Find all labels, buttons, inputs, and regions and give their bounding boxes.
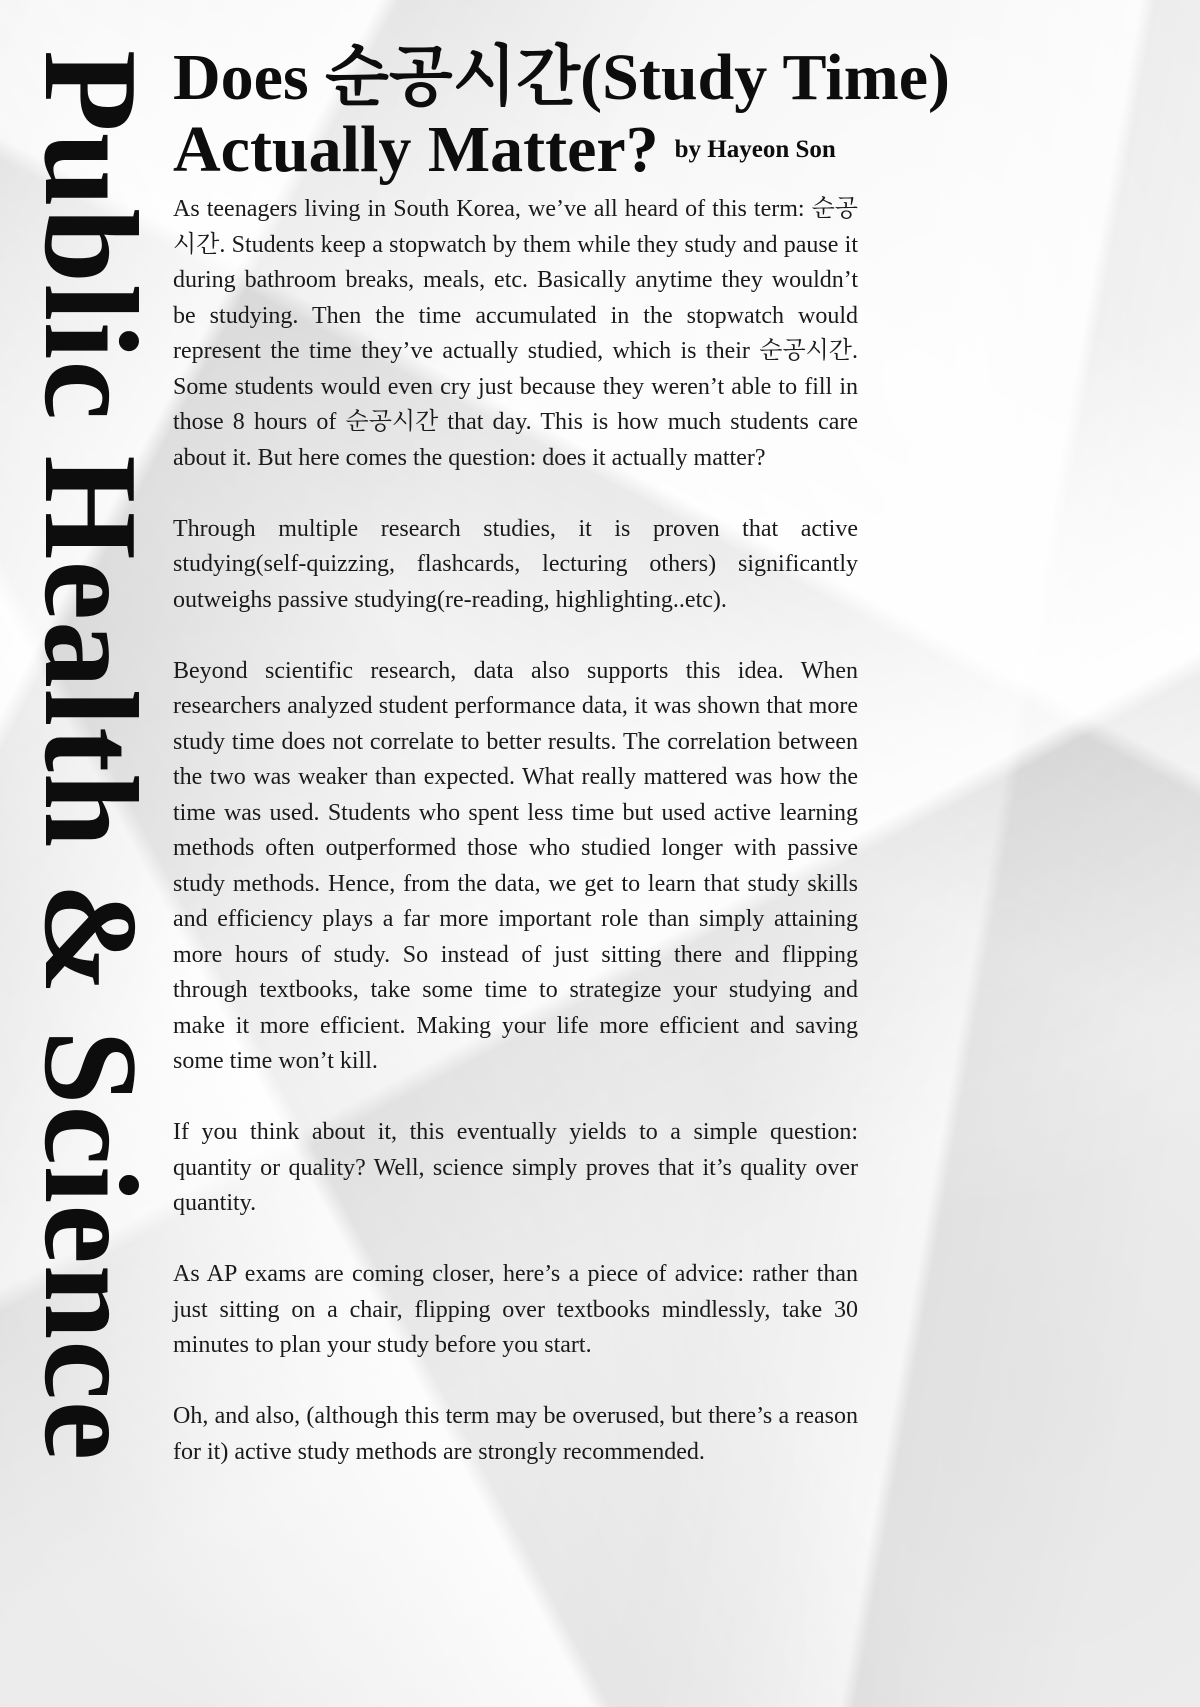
paragraph-quality: If you think about it, this eventually yields to a simple question: quantity or quality? Well, science simply proves that it’s quality over quantity. bbox=[173, 1119, 858, 1216]
section-title: Public Health & Science bbox=[17, 50, 165, 1462]
paragraph-research: Through multiple research studies, it is proven that active studying(self-quizzing, flashcards, lecturing others) significantly outweighs passive studying(re-reading, highlighting..etc). bbox=[173, 515, 858, 613]
paragraph-intro: As teenagers living in South Korea, we’ve all heard of this term: 순공시간. Students keep a stopwatch by them while they study and pause it during bathroom breaks, meals, etc. Basically anytime they wouldn’t be studying. Then the time accumulated in the stopwatch would represent the time they’ve actually studied, which is their 순공시간. Some students would even cry just because they weren’t able to fill in those 8 hours of 순공시간 that day. This is how much students care about it. But here comes the question: does it actually matter? bbox=[173, 196, 858, 471]
headline-line-2-text: Actually Matter? bbox=[173, 113, 659, 186]
article bbox=[173, 41, 950, 1506]
paragraph-advice: As AP exams are coming closer, here’s a piece of advice: rather than just sitting on a chair, flipping over textbooks mindlessly, take 30 minutes to plan your study before you start. bbox=[173, 1261, 858, 1358]
paragraph-data: Beyond scientific research, data also supports this idea. When researchers analyzed student performance data, it was shown that more study time does not correlate to better results. The correlation between the two was weaker than expected. What really mattered was how the time was used. Students who spent less time but used active learning methods often outperformed those who studied longer with passive study methods. Hence, from the data, we get to learn that study skills and efficiency plays a far more important role than simply attaining more hours of study. So instead of just sitting there and flipping through textbooks, take some time to strategize your studying and make it more efficient. Making your life more efficient and saving some time won’t kill. bbox=[173, 657, 858, 1074]
headline-line-1: Does 순공시간(Study Time) bbox=[173, 41, 950, 114]
headline-line-2 bbox=[173, 114, 858, 186]
author-byline: by Hayeon Son bbox=[674, 136, 836, 163]
paragraph-closing: Oh, and also, (although this term may be overused, but there’s a reason for it) active study methods are strongly recommended. bbox=[173, 1403, 858, 1465]
article-headline bbox=[173, 41, 950, 186]
section-title-container bbox=[17, 50, 165, 1462]
article-body bbox=[173, 192, 858, 1470]
